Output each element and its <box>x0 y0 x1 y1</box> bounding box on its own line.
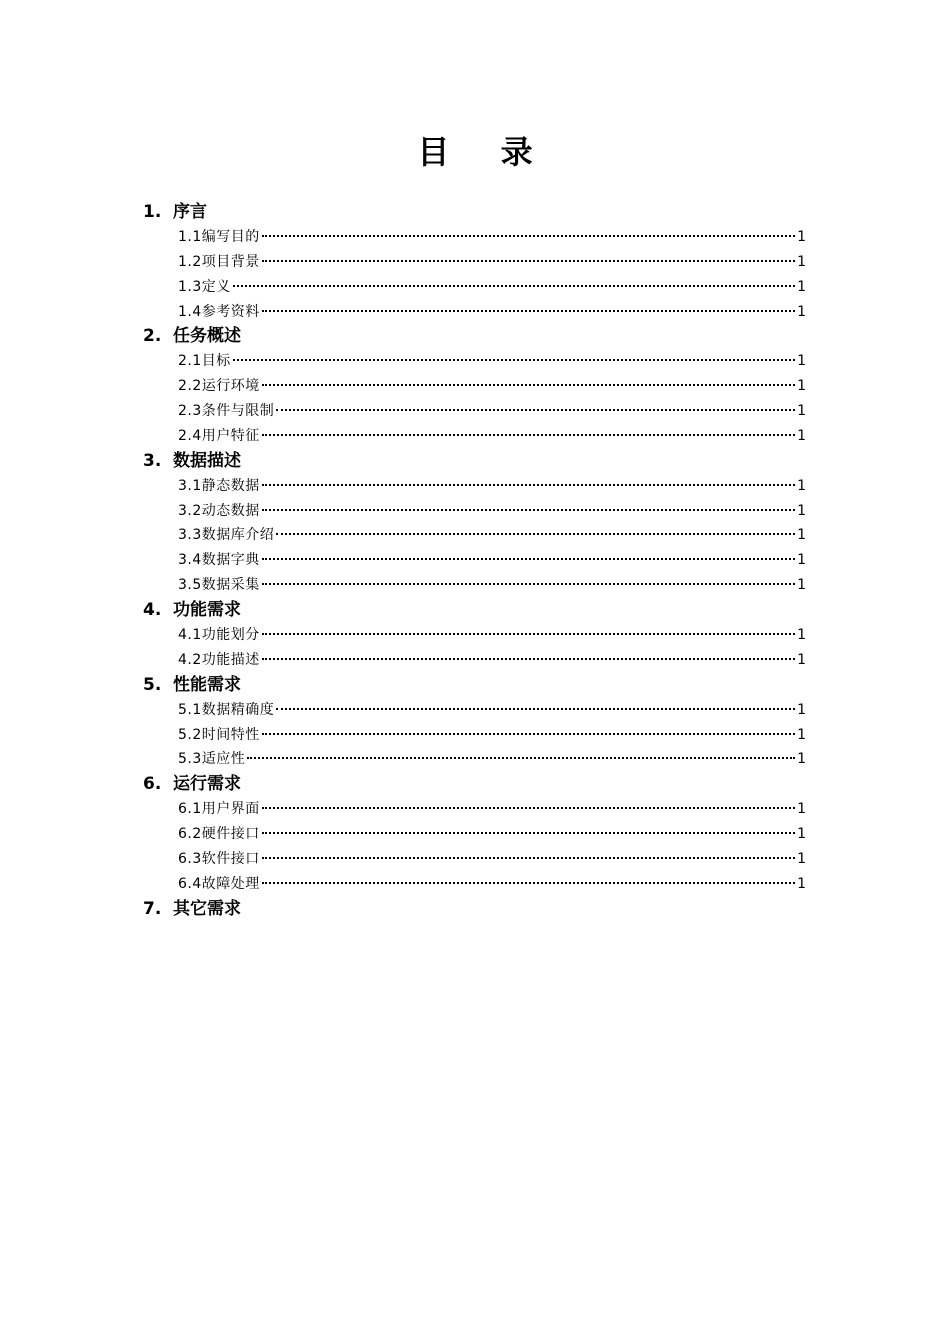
dot-leader <box>276 409 795 411</box>
toc-page-number: 1 <box>797 278 806 295</box>
dot-leader <box>262 807 795 809</box>
toc-page-number: 1 <box>797 229 806 245</box>
toc-page-number: 1 <box>797 502 806 519</box>
toc-entry-label: 6.1用户界面 <box>178 801 260 818</box>
dot-leader <box>262 633 795 635</box>
toc-page-number: 1 <box>797 427 806 444</box>
section-number: 7. <box>143 898 162 919</box>
toc-entry-label: 2.2运行环境 <box>178 378 260 395</box>
section-heading-text: 性能需求 <box>173 674 241 695</box>
toc-entry[interactable] <box>143 573 806 598</box>
section-number: 5. <box>143 674 162 695</box>
toc-entry-label: 3.3数据库介绍 <box>178 527 275 544</box>
section-number: 4. <box>143 599 162 620</box>
toc-page-number: 1 <box>797 303 806 320</box>
toc-entry[interactable] <box>143 747 806 772</box>
toc-entry-label: 6.4故障处理 <box>178 875 260 892</box>
dot-leader <box>276 533 795 535</box>
toc-entry-label: 1.1编写目的 <box>178 229 260 245</box>
toc-entry-label: 1.2项目背景 <box>178 253 260 270</box>
toc-section <box>143 598 806 673</box>
toc-page-number: 1 <box>797 801 806 818</box>
dot-leader <box>262 310 795 312</box>
toc-section <box>143 449 806 598</box>
section-heading-text: 运行需求 <box>173 774 241 795</box>
toc-entry[interactable] <box>143 250 806 275</box>
dot-leader <box>262 384 795 386</box>
toc-entry-label: 5.3适应性 <box>178 751 246 768</box>
toc-section-heading[interactable] <box>143 897 806 922</box>
toc-page-number: 1 <box>797 552 806 569</box>
toc-entry[interactable] <box>143 474 806 499</box>
toc-section-heading[interactable] <box>143 598 806 623</box>
toc-page-number: 1 <box>797 527 806 544</box>
dot-leader <box>233 359 795 361</box>
toc-section <box>143 324 806 448</box>
toc-entry[interactable] <box>143 648 806 673</box>
toc-entry[interactable] <box>143 399 806 424</box>
toc-entry-label: 5.2时间特性 <box>178 726 260 743</box>
toc-entry[interactable] <box>143 548 806 573</box>
toc-entry-label: 2.3条件与限制 <box>178 403 275 420</box>
toc-page-number: 1 <box>797 477 806 494</box>
toc-section <box>143 897 806 922</box>
dot-leader <box>262 832 795 834</box>
toc-entry-label: 6.2硬件接口 <box>178 826 260 843</box>
toc-page-number: 1 <box>797 353 806 370</box>
toc-section-heading[interactable] <box>143 772 806 797</box>
toc-entry[interactable] <box>143 822 806 847</box>
toc-section <box>143 200 806 324</box>
dot-leader <box>262 434 795 436</box>
page-title: 目 录 <box>417 133 553 171</box>
section-number: 1. <box>143 202 162 222</box>
toc-page-number: 1 <box>797 726 806 743</box>
dot-leader <box>262 260 795 262</box>
toc-page-number: 1 <box>797 850 806 867</box>
dot-leader <box>262 235 795 237</box>
toc-entry[interactable] <box>143 623 806 648</box>
toc-entry-label: 1.3定义 <box>178 278 231 295</box>
toc-page-number: 1 <box>797 701 806 718</box>
toc-entry-label: 3.2动态数据 <box>178 502 260 519</box>
dot-leader <box>233 285 795 287</box>
dot-leader <box>262 882 795 884</box>
toc-entry[interactable] <box>143 349 806 374</box>
dot-leader <box>262 558 795 560</box>
toc-entry-label: 5.1数据精确度 <box>178 701 275 718</box>
dot-leader <box>262 484 795 486</box>
section-number: 6. <box>143 774 162 795</box>
toc-entry-label: 3.5数据采集 <box>178 577 260 594</box>
toc-entry[interactable] <box>143 847 806 872</box>
dot-leader <box>262 658 795 660</box>
toc-entry-label: 4.1功能划分 <box>178 626 260 643</box>
toc-page-number: 1 <box>797 875 806 892</box>
dot-leader <box>276 708 795 710</box>
section-number: 3. <box>143 450 162 471</box>
toc-section-heading[interactable] <box>143 673 806 698</box>
section-heading-text: 任务概述 <box>173 326 241 347</box>
toc-page-number: 1 <box>797 826 806 843</box>
toc-section-heading[interactable] <box>143 324 806 349</box>
section-number: 2. <box>143 326 162 347</box>
toc-entry[interactable] <box>143 499 806 524</box>
section-heading-text: 数据描述 <box>173 450 241 471</box>
toc-section <box>143 772 806 896</box>
toc-entry[interactable] <box>143 872 806 897</box>
toc-page-number: 1 <box>797 378 806 395</box>
toc-page-number: 1 <box>797 577 806 594</box>
table-of-contents <box>143 200 806 922</box>
dot-leader <box>262 509 795 511</box>
toc-entry[interactable] <box>143 225 806 250</box>
toc-page-number: 1 <box>797 751 806 768</box>
toc-entry-label: 4.2功能描述 <box>178 651 260 668</box>
toc-entry-label: 6.3软件接口 <box>178 850 260 867</box>
toc-entry[interactable] <box>143 698 806 723</box>
toc-entry[interactable] <box>143 797 806 822</box>
dot-leader <box>247 757 795 759</box>
toc-page-number: 1 <box>797 651 806 668</box>
toc-entry[interactable] <box>143 723 806 748</box>
toc-entry[interactable] <box>143 374 806 399</box>
toc-entry[interactable] <box>143 275 806 300</box>
dot-leader <box>262 733 795 735</box>
toc-page-number: 1 <box>797 626 806 643</box>
toc-page-number: 1 <box>797 253 806 270</box>
toc-entry-label: 3.1静态数据 <box>178 477 260 494</box>
toc-entry-label: 3.4数据字典 <box>178 552 260 569</box>
section-heading-text: 其它需求 <box>173 898 241 919</box>
toc-entry-label: 2.1目标 <box>178 353 231 370</box>
toc-entry[interactable] <box>143 300 806 325</box>
dot-leader <box>262 857 795 859</box>
toc-entry-label: 2.4用户特征 <box>178 427 260 444</box>
dot-leader <box>262 583 795 585</box>
toc-section-heading[interactable] <box>143 449 806 474</box>
toc-section-heading[interactable] <box>143 200 806 225</box>
toc-page-number: 1 <box>797 403 806 420</box>
toc-section <box>143 673 806 773</box>
toc-entry[interactable] <box>143 523 806 548</box>
toc-entry-label: 1.4参考资料 <box>178 303 260 320</box>
toc-entry[interactable] <box>143 424 806 449</box>
section-heading-text: 序言 <box>173 202 207 222</box>
section-heading-text: 功能需求 <box>173 599 241 620</box>
